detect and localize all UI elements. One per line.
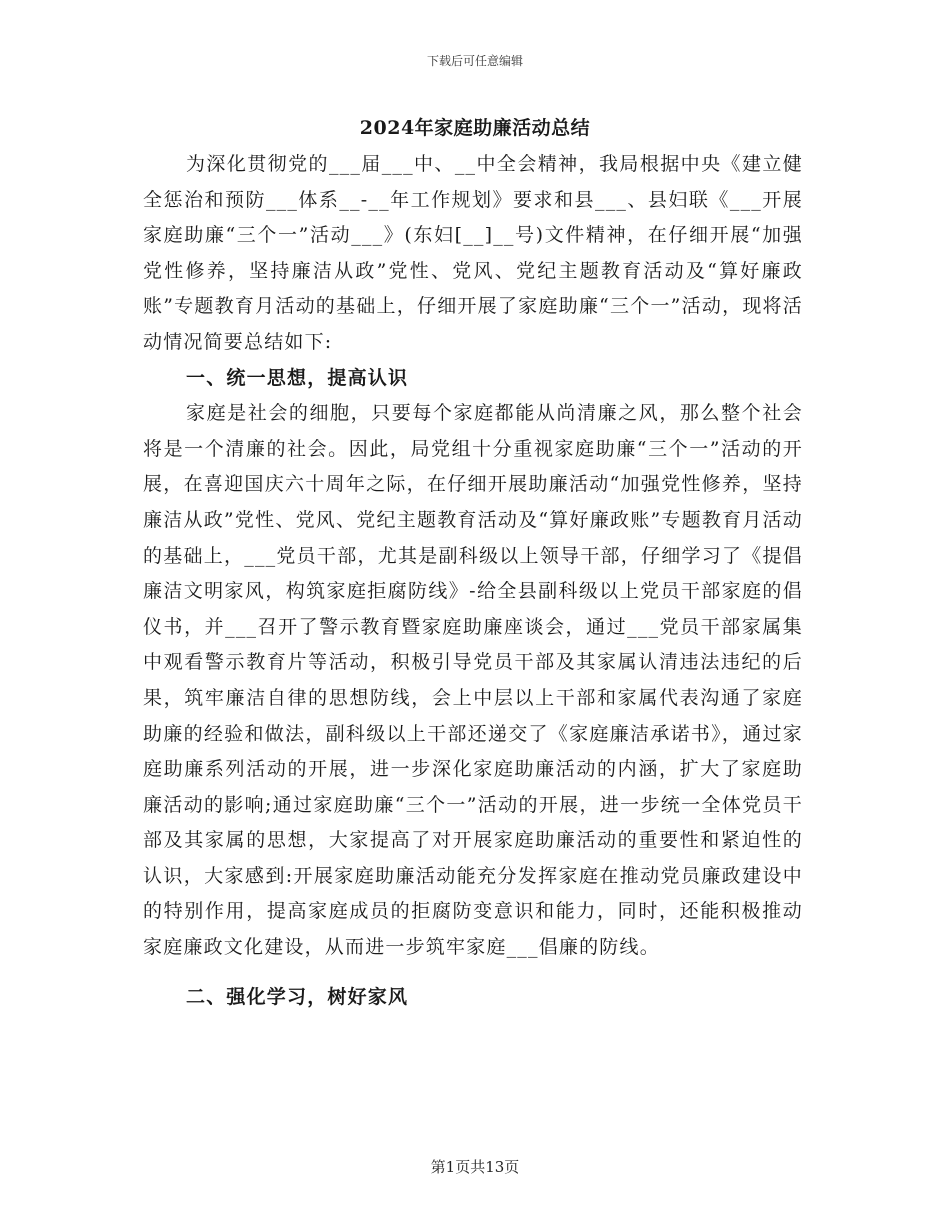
section-1-paragraph: 家庭是社会的细胞，只要每个家庭都能从尚清廉之风，那么整个社会将是一个清廉的社会。因此，局党组十分重视家庭助廉“三个一”活动的开展，在喜迎国庆六十周年之际，在仔细开展助廉活动“加强党性修养，坚持廉洁从政”党性、党风、党纪主题教育活动及“算好廉政账”专题教育月活动的基础上，___党员干部，尤其是副科级以上领导干部，仔细学习了《提倡廉洁文明家风，构筑家庭拒腐防线》-给全县副科级以上党员干部家庭的倡仪书，并___召开了警示教育暨家庭助廉座谈会，通过___党员干部家属集中观看警示教育片等活动，积极引导党员干部及其家属认清违法违纪的后果，筑牢廉洁自律的思想防线，会上中层以上干部和家属代表沟通了家庭助廉的经验和做法，副科级以上干部还递交了《家庭廉洁承诺书》，通过家庭助廉系列活动的开展，进一步深化家庭助廉活动的内涵，扩大了家庭助廉活动的影响;通过家庭助廉“三个一”活动的开展，进一步统一全体党员干部及其家属的思想，大家提高了对开展家庭助廉活动的重要性和紧迫性的认识，大家感到:开展家庭助廉活动能充分发挥家庭在推动党员廉政建设中的特别作用，提高家庭成员的拒腐防变意识和能力，同时，还能积极推动家庭廉政文化建设，从而进一步筑牢家庭___倡廉的防线。	[143, 402, 803, 959]
section-2-heading: 二、强化学习，树好家风	[186, 985, 409, 1008]
header-note: 下载后可任意编辑	[426, 54, 523, 68]
section-1-heading: 一、统一思想，提高认识	[186, 366, 409, 389]
document-body	[143, 147, 803, 1015]
document-title: 2024年家庭助廉活动总结	[359, 117, 591, 139]
page-footer: 第1页共13页	[430, 1158, 520, 1176]
intro-paragraph: 为深化贯彻党的___届___中、__中全会精神，我局根据中央《建立健全惩治和预防___体系__-__年工作规划》要求和县___、县妇联《___开展家庭助廉“三个一”活动___》(东妇[__]__号)文件精神，在仔细开展“加强党性修养，坚持廉洁从政”党性、党风、党纪主题教育活动及“算好廉政账”专题教育月活动的基础上，仔细开展了家庭助廉“三个一”活动，现将活动情况简要总结如下:	[143, 153, 803, 353]
